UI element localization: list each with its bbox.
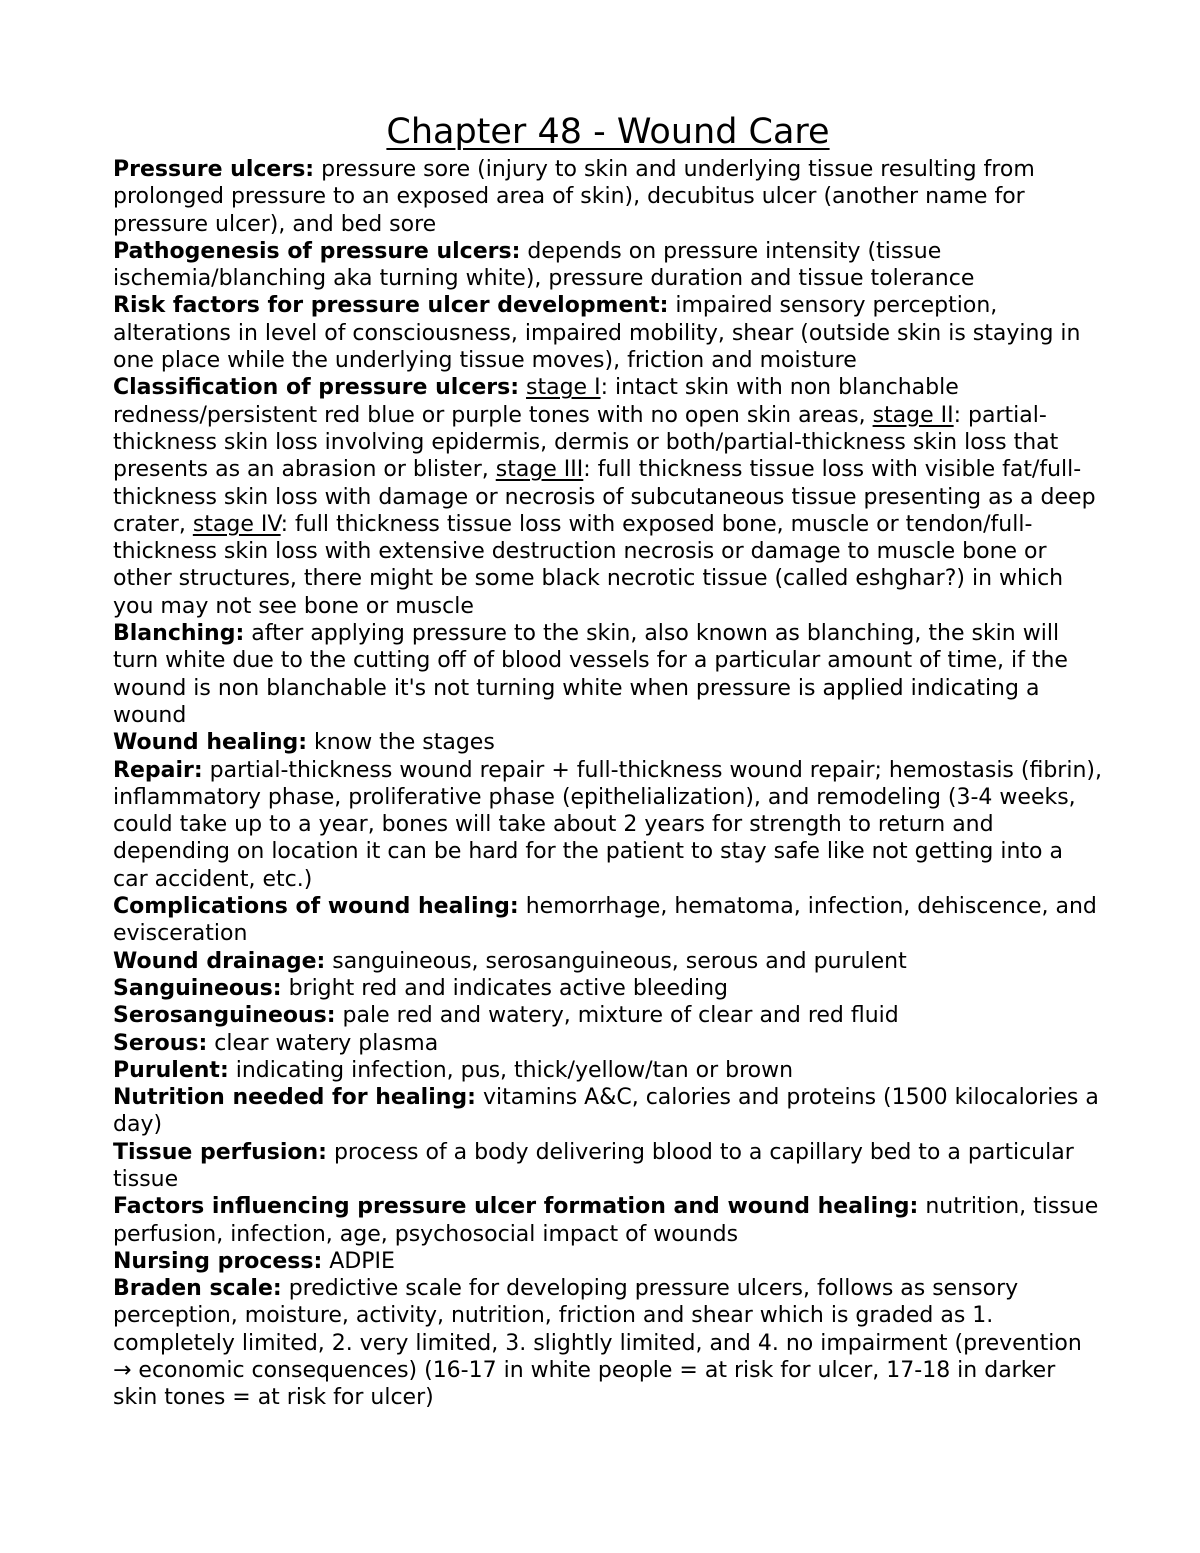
stage-1-label: stage I bbox=[526, 375, 601, 401]
entry-blanching bbox=[113, 620, 1103, 729]
entry-text: clear watery plasma bbox=[214, 1030, 439, 1056]
entry-text: process of a body delivering blood to a capillary bed to a particular tissue bbox=[113, 1139, 1074, 1192]
entry-term: Factors influencing pressure ulcer formation and wound healing: bbox=[113, 1194, 919, 1220]
entry-text: partial-thickness wound repair + full-thickness wound repair; hemostasis (fibrin), inflammatory phase, proliferative phase (epithelialization), and remodeling (3-4 weeks, could take up to a year, bones will take about 2 years for strength to return and depending on location it can be hard for the patient to stay safe like not getting into a car accident, etc.) bbox=[113, 757, 1102, 892]
entry-text: know the stages bbox=[314, 730, 495, 756]
entry-term: Complications of wound healing: bbox=[113, 894, 519, 920]
entry-term: Braden scale: bbox=[113, 1276, 282, 1302]
entry-purulent bbox=[113, 1057, 1103, 1084]
entry-term: Serous: bbox=[113, 1030, 208, 1056]
entry-wound-healing bbox=[113, 729, 1103, 756]
stage-4-text: : full thickness tissue loss with exposed bone, muscle or tendon/full-thickness skin loss with extensive destruction necrosis or damage to muscle bone or other structures, there might be some black necrotic tissue (called eshghar?) in which you may not see bone or muscle bbox=[113, 511, 1064, 619]
entry-wound-drainage bbox=[113, 948, 1103, 975]
document-page bbox=[113, 108, 1103, 1412]
entry-text: nutrition, tissue perfusion, infection, age, psychosocial impact of wounds bbox=[113, 1194, 1099, 1247]
stage-3-label: stage III bbox=[495, 457, 584, 483]
entries-list bbox=[113, 156, 1103, 1412]
entry-text: predictive scale for developing pressure ulcers, follows as sensory perception, moisture, activity, nutrition, friction and shear which is graded as 1. completely limited, 2. very limited, 3. slightly limited, and 4. no impairment (prevention → economic consequences) (16-17 in white people = at risk for ulcer, 17-18 in darker skin tones = at risk for ulcer) bbox=[113, 1276, 1082, 1411]
entry-term: Serosanguineous: bbox=[113, 1003, 336, 1029]
entry-text: ADPIE bbox=[329, 1248, 395, 1274]
entry-classification bbox=[113, 374, 1103, 620]
entry-text: impaired sensory perception, alterations in level of consciousness, impaired mobility, shear (outside skin is staying in one place while the underlying tissue moves), friction and moisture bbox=[113, 293, 1081, 374]
entry-text: hemorrhage, hematoma, infection, dehiscence, and evisceration bbox=[113, 894, 1097, 947]
entry-term: Tissue perfusion: bbox=[113, 1139, 327, 1165]
entry-term: Wound drainage: bbox=[113, 948, 326, 974]
entry-term: Pressure ulcers: bbox=[113, 157, 315, 182]
page-title: Chapter 48 - Wound Care bbox=[386, 112, 830, 152]
entry-nutrition bbox=[113, 1084, 1103, 1139]
entry-serosanguineous bbox=[113, 1002, 1103, 1029]
entry-pathogenesis bbox=[113, 238, 1103, 293]
entry-term: Sanguineous: bbox=[113, 975, 282, 1001]
entry-sanguineous bbox=[113, 975, 1103, 1002]
entry-term: Repair: bbox=[113, 757, 203, 783]
stage-4-label: stage IV bbox=[192, 511, 281, 537]
stage-2-label: stage II bbox=[872, 402, 954, 428]
entry-term: Purulent: bbox=[113, 1057, 229, 1083]
entry-text: bright red and indicates active bleeding bbox=[288, 975, 728, 1001]
entry-pressure-ulcers bbox=[113, 156, 1103, 238]
entry-serous bbox=[113, 1030, 1103, 1057]
entry-term: Nursing process: bbox=[113, 1248, 323, 1274]
entry-term: Nutrition needed for healing: bbox=[113, 1085, 476, 1111]
stage-2-text: : partial-thickness skin loss involving epidermis, dermis or both/partial-thickness skin loss that presents as an abrasion or blister, bbox=[113, 402, 1059, 483]
entry-braden-scale bbox=[113, 1275, 1103, 1411]
entry-term: Pathogenesis of pressure ulcers: bbox=[113, 238, 521, 264]
entry-risk-factors bbox=[113, 292, 1103, 374]
stage-3-text: : full thickness tissue loss with visible fat/full-thickness skin loss with damage or necrosis of subcutaneous tissue presenting as a deep crater, bbox=[113, 457, 1096, 537]
entry-text: vitamins A&C, calories and proteins (1500 kilocalories a day) bbox=[113, 1085, 1099, 1138]
entry-complications bbox=[113, 893, 1103, 948]
entry-term: Blanching: bbox=[113, 621, 245, 647]
entry-text: sanguineous, serosanguineous, serous and purulent bbox=[332, 948, 907, 974]
entry-text: depends on pressure intensity (tissue ischemia/blanching aka turning white), pressure duration and tissue tolerance bbox=[113, 238, 975, 292]
entry-term: Wound healing: bbox=[113, 730, 308, 756]
entry-text: pressure sore (injury to skin and underlying tissue resulting from prolonged pressure to an exposed area of skin), decubitus ulcer (another name for pressure ulcer), and bed sore bbox=[113, 157, 1035, 237]
entry-text: after applying pressure to the skin, also known as blanching, the skin will turn white due to the cutting off of blood vessels for a particular amount of time, if the wound is non blanchable it's not turning white when pressure is applied indicating a wound bbox=[113, 621, 1068, 728]
entry-text: indicating infection, pus, thick/yellow/tan or brown bbox=[235, 1057, 794, 1083]
entry-term: Classification of pressure ulcers: bbox=[113, 375, 520, 401]
stage-1-text: : intact skin with non blanchable redness/persistent red blue or purple tones with no open skin areas, bbox=[113, 375, 959, 428]
entry-term: Risk factors for pressure ulcer development: bbox=[113, 293, 669, 319]
entry-repair bbox=[113, 757, 1103, 893]
entry-factors bbox=[113, 1193, 1103, 1248]
entry-nursing-process bbox=[113, 1248, 1103, 1275]
entry-tissue-perfusion bbox=[113, 1139, 1103, 1194]
entry-text: pale red and watery, mixture of clear and red fluid bbox=[342, 1003, 899, 1029]
